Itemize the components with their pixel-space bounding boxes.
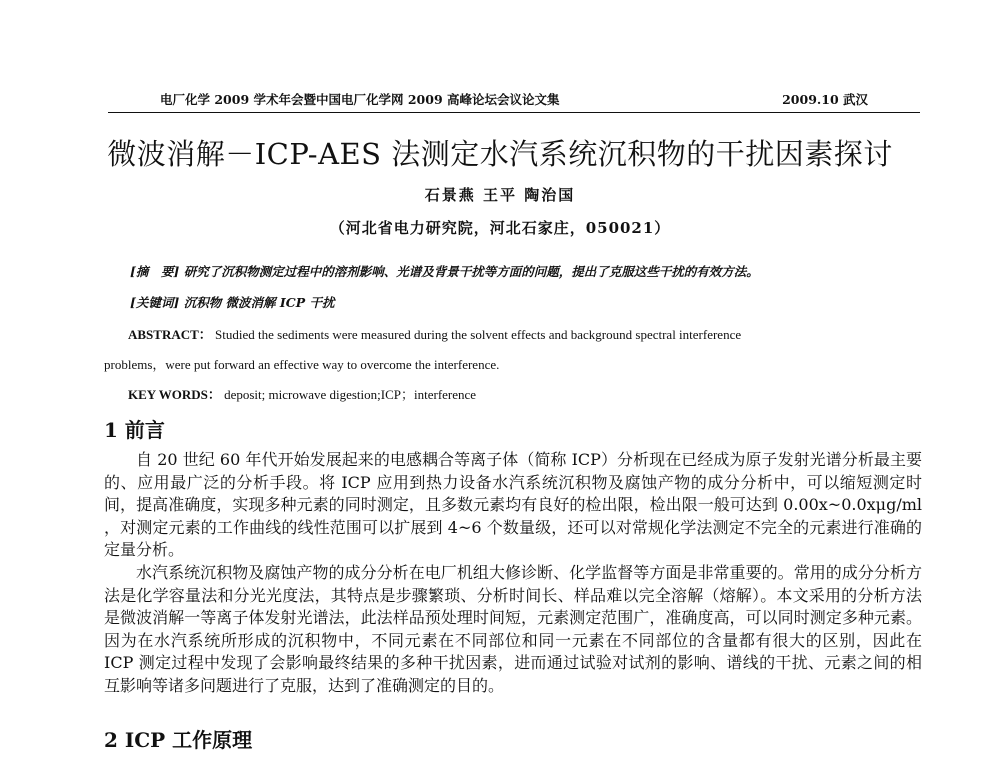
abstract-en-label: ABSTRACT： bbox=[128, 327, 212, 342]
keywords-cn-label: [关键词] bbox=[130, 295, 180, 310]
running-header bbox=[108, 88, 920, 113]
keywords-cn bbox=[130, 293, 940, 311]
header-proceedings-title: 电厂化学 2009 学术年会暨中国电厂化学网 2009 高峰论坛会议论文集 bbox=[160, 92, 560, 107]
paper-title: 微波消解－ICP-AES 法测定水汽系统沉积物的干扰因素探讨 bbox=[107, 137, 893, 171]
abstract-en-line2: problems，were put forward an effective way to overcome the interference. bbox=[104, 357, 500, 372]
header-date-location: 2009.10 武汉 bbox=[782, 92, 868, 107]
section-heading-introduction: 1 前言 bbox=[104, 418, 165, 442]
abstract-en-text-1: Studied the sediments were measured during the solvent effects and background spectral interference bbox=[215, 327, 742, 342]
keywords-cn-text: 沉积物 微波消解 ICP 干扰 bbox=[183, 295, 335, 310]
intro-paragraph-2: 水汽系统沉积物及腐蚀产物的成分分析在电厂机组大修诊断、化学监督等方面是非常重要的。常用的成分分析方法是化学容量法和分光光度法，其特点是步骤繁琐、分析时间长、样品难以完全溶解（熔解）。本文采用的分析方法是微波消解一等离子体发射光谱法，此法样品预处理时间短，元素测定范围广，准确度高，可以同时测定多种元素。因为在水汽系统所形成的沉积物中，不同元素在不同部位和同一元素在不同部位的含量都有很大的区别，因此在 ICP 测定过程中发现了会影响最终结果的多种干扰因素，进而通过试验对试剂的影响、谱线的干扰、元素之间的相互影响等诸多问题进行了克服，达到了准确测定的目的。 bbox=[104, 563, 922, 695]
keywords-en-text: deposit; microwave digestion;ICP；interference bbox=[224, 387, 477, 402]
abstract-en-line1 bbox=[128, 324, 940, 343]
abstract-cn-label: [摘 要] bbox=[130, 264, 180, 279]
keywords-en bbox=[128, 384, 940, 403]
keywords-en-label: KEY WORDS： bbox=[128, 387, 221, 402]
abstract-cn bbox=[130, 262, 940, 280]
intro-paragraph-1: 自 20 世纪 60 年代开始发展起来的电感耦合等离子体（简称 ICP）分析现在已经成为原子发射光谱分析最主要的、应用最广泛的分析手段。将 ICP 应用到热力设备水汽系统沉积物及腐蚀产物的成分分析中，可以缩短测定时间，提高准确度，实现多种元素的同时测定，且多数元素均有良好的检出限，检出限一般可达到 0.00x~0.0xμg/ml ，对测定元素的工作曲线的线性范围可以扩展到 4~6 个数量级，还可以对常规化学法测定不完全的元素进行准确的定量分析。 bbox=[104, 450, 922, 559]
abstract-cn-text: 研究了沉积物测定过程中的溶剂影响、光谱及背景干扰等方面的问题，提出了克服这些干扰的有效方法。 bbox=[183, 264, 759, 279]
paper-authors: 石景燕 王平 陶治国 bbox=[424, 186, 576, 204]
paper-affiliation: （河北省电力研究院，河北石家庄，050021） bbox=[329, 219, 671, 237]
section-heading-icp-principle: 2 ICP 工作原理 bbox=[104, 728, 253, 752]
